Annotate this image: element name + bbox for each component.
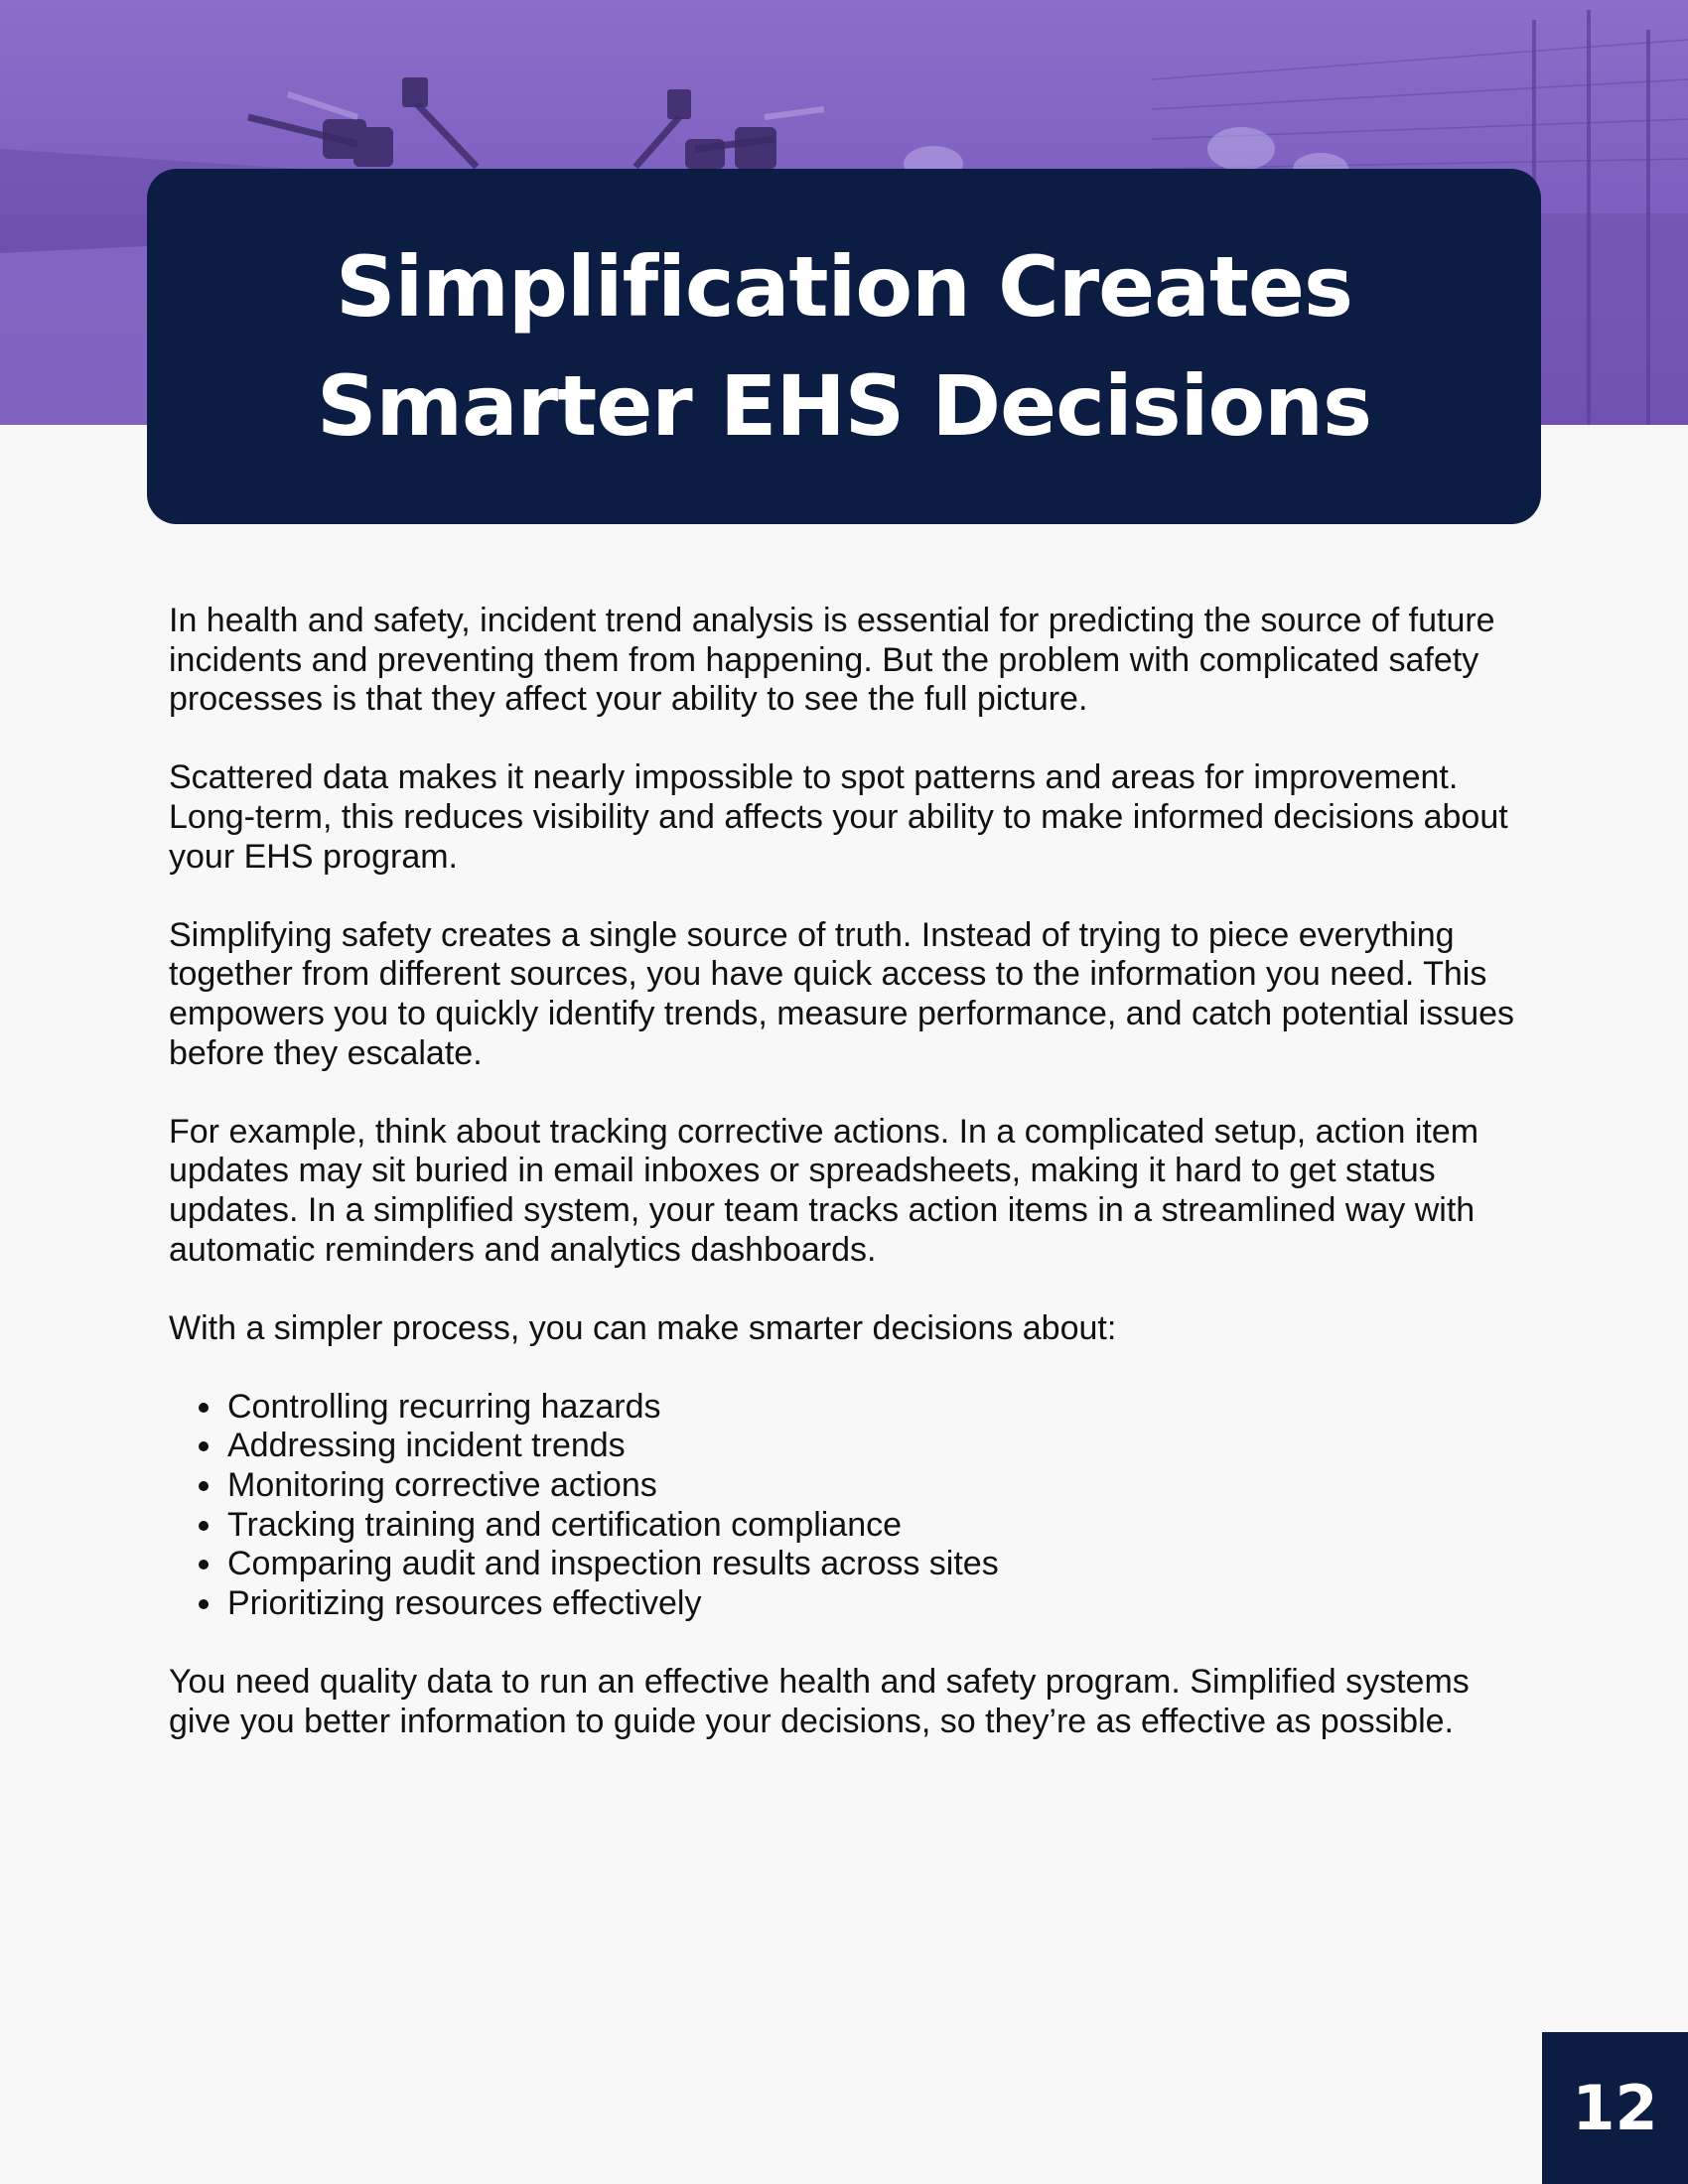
paragraph-6: You need quality data to run an effective health and safety program. Simplified systems give you better information to guide your decisions, so they’re as effective as possible. [169,1663,1470,1740]
page-number-badge [1542,2032,1688,2184]
page-title [317,227,1371,466]
list-item: • Comparing audit and inspection results across sites [225,1545,1539,1584]
paragraph-2: Scattered data makes it nearly impossible to spot patterns and areas for improvement. Long-term, this reduces visibility and affects your ability to make informed decisions about your EHS program. [169,758,1508,876]
list-item: • Prioritizing resources effectively [225,1584,1539,1624]
list-item: • Addressing incident trends [225,1427,1539,1466]
title-line-2: Smarter EHS Decisions [317,357,1371,455]
paragraph-5: With a simpler process, you can make smarter decisions about: [169,1308,1117,1347]
page-number: 12 [1572,2072,1658,2144]
paragraph-4: For example, think about tracking corrective actions. In a complicated setup, action item updates may sit buried in email inboxes or spreadsheets, making it hard to get status updates. In a simplified system, your team tracks action items in a streamlined way with automatic reminders and analytics dashboards. [169,1112,1479,1269]
title-card [147,169,1541,524]
title-line-1: Simplification Creates [336,238,1352,336]
decision-list [169,1388,1539,1624]
list-item: • Tracking training and certification compliance [225,1506,1539,1546]
paragraph-1: In health and safety, incident trend analysis is essential for predicting the source of future incidents and preventing them from happening. But the problem with complicated safety processes is that they affect your ability to see the full picture. [169,602,1495,719]
list-item: • Monitoring corrective actions [225,1466,1539,1506]
list-item: • Controlling recurring hazards [225,1388,1539,1428]
body-content [169,602,1539,1781]
paragraph-3: Simplifying safety creates a single source of truth. Instead of trying to piece everything together from different sources, you have quick access to the information you need. This empowers you to quickly identify trends, measure performance, and catch potential issues before they escalate. [169,915,1515,1072]
